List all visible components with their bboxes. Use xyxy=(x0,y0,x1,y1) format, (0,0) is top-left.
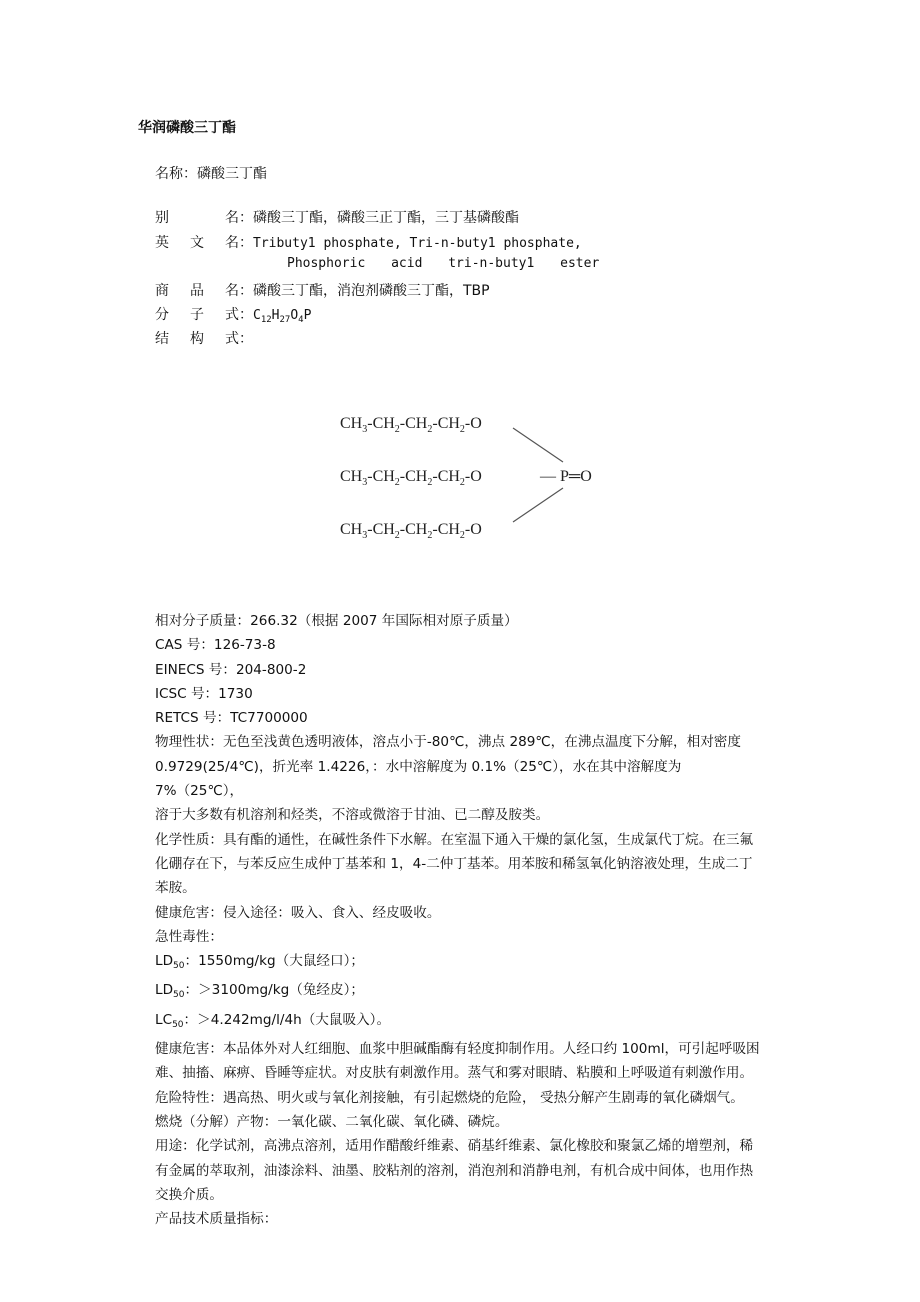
acute-toxicity-heading: 急性毒性： xyxy=(155,928,223,945)
butyl-chain-2: $CH_3-CH_2-CH_2-CH_2-O$ xyxy=(340,468,482,488)
health-hazard-2: 难、抽搐、麻痹、昏睡等症状。对皮肤有刺激作用。蒸气和雾对眼睛、粘膜和上呼吸道有刺激作用。 xyxy=(155,1065,754,1082)
molecular-formula: $C_{12}H_{27}O_4P$ xyxy=(253,308,312,325)
health-hazard-1: 健康危害：本品体外对人红细胞、血浆中胆碱酯酶有轻度抑制作用。人经口约 100ml，可引起呼吸困 xyxy=(155,1041,760,1058)
english-name-line1: Tributy1 phosphate, Tri-n-buty1 phosphate, xyxy=(253,236,582,251)
name-value: 磷酸三丁酯 xyxy=(197,166,267,182)
ld50-dermal: $LD_{50}$：＞3100mg/kg（兔经皮）； xyxy=(155,982,364,1001)
formula-row: 分 子 式：$C_{12}H_{27}O_4P$ xyxy=(155,304,311,325)
trade-name-row: 商 品 名：磷酸三丁酯，消泡剂磷酸三丁酯，TBP xyxy=(155,280,490,300)
health-route: 健康危害：侵入途径：吸入、食入、经皮吸收。 xyxy=(155,904,441,921)
icsc-number: ICSC 号：1730 xyxy=(155,685,253,702)
quality-specs-heading: 产品技术质量指标： xyxy=(155,1211,278,1228)
physical-properties-3: 溶于大多数有机溶剂和烃类，不溶或微溶于甘油、已二醇及胺类。 xyxy=(155,807,550,824)
physical-properties-1: 物理性状：无色至浅黄色透明液体，溶点小于-80℃，沸点 289℃，在沸点温度下分解，相对密度 xyxy=(155,734,741,751)
english-name-label: 英 文 名 xyxy=(155,235,239,251)
bond-line-top xyxy=(513,428,563,462)
einecs-number: EINECS 号：204-800-2 xyxy=(155,661,307,678)
butyl-chain-1: $CH_3-CH_2-CH_2-CH_2-O$ xyxy=(340,415,482,435)
chemical-properties-3: 苯胺。 xyxy=(155,880,196,897)
butyl-chain-3: $CH_3-CH_2-CH_2-CH_2-O$ xyxy=(340,521,482,541)
alias-row: 别 名：磷酸三丁酯，磷酸三正丁酯，三丁基磷酸酯 xyxy=(155,207,519,227)
english-name-row: 英 文 名：Tributy1 phosphate, Tri-n-buty1 phosphate, xyxy=(155,232,582,252)
page-title: 华润磷酸三丁酯 xyxy=(138,120,236,136)
molecular-weight: 相对分子质量：266.32（根据 2007 年国际相对原子质量） xyxy=(155,613,518,629)
ld50-oral: $LD_{50}$：1550mg/kg（大鼠经口）； xyxy=(155,953,364,972)
structural-formula xyxy=(335,400,625,550)
trade-name-label: 商 品 名 xyxy=(155,283,239,299)
physical-properties-2: 0.9729(25/4℃)，折光率 1.4226，：水中溶解度为 0.1%（25℃），水在其中溶解度为 7%（25℃）， xyxy=(155,758,682,800)
name-label: 名称： xyxy=(155,166,197,182)
uses-3: 交换介质。 xyxy=(155,1186,223,1203)
danger-properties: 危险特性：遇高热、明火或与氧化剂接触，有引起燃烧的危险， 受热分解产生剧毒的氧化磷烟气。 xyxy=(155,1089,744,1106)
cas-number: CAS 号：126-73-8 xyxy=(155,637,276,654)
name-line xyxy=(155,163,267,183)
chemical-properties-1: 化学性质：具有酯的通性，在碱性条件下水解。在室温下通入干燥的氯化氢，生成氯代丁烷。在三氟 xyxy=(155,831,754,848)
retcs-number: RETCS 号：TC7700000 xyxy=(155,710,308,727)
properties-block xyxy=(155,609,770,1231)
structure-row: 结 构 式： xyxy=(155,328,253,348)
combustion-products: 燃烧（分解）产物：一氧化碳、二氧化碳、氧化磷、磷烷。 xyxy=(155,1113,509,1130)
english-name-line2: Phosphoric acid tri-n-buty1 ester xyxy=(287,256,600,271)
structure-label: 结 构 式 xyxy=(155,331,239,347)
uses-1: 用途：化学试剂，高沸点溶剂，适用作醋酸纤维素、硝基纤维素、氯化橡胶和聚氯乙烯的增塑剂，稀 xyxy=(155,1138,754,1155)
trade-name-value: 磷酸三丁酯，消泡剂磷酸三丁酯，TBP xyxy=(253,283,490,299)
lc50-inhalation: $LC_{50}$：＞4.242mg/l/4h（大鼠吸入）。 xyxy=(155,1011,391,1030)
chemical-properties-2: 化硼存在下，与苯反应生成仲丁基苯和 1，4-二仲丁基苯。用苯胺和稀氢氧化钠溶液处理，生成二丁 xyxy=(155,855,753,872)
uses-2: 有金属的萃取剂，油漆涂料、油墨、胶粘剂的溶剂，消泡剂和消静电剂，有机合成中间体，也用作热 xyxy=(155,1162,754,1179)
phosphoryl-group: — P═O xyxy=(540,468,592,485)
alias-value: 磷酸三丁酯，磷酸三正丁酯，三丁基磷酸酯 xyxy=(253,210,519,226)
formula-label: 分 子 式 xyxy=(155,307,239,323)
alias-label: 别 名 xyxy=(155,210,239,226)
bond-line-bottom xyxy=(513,488,563,522)
